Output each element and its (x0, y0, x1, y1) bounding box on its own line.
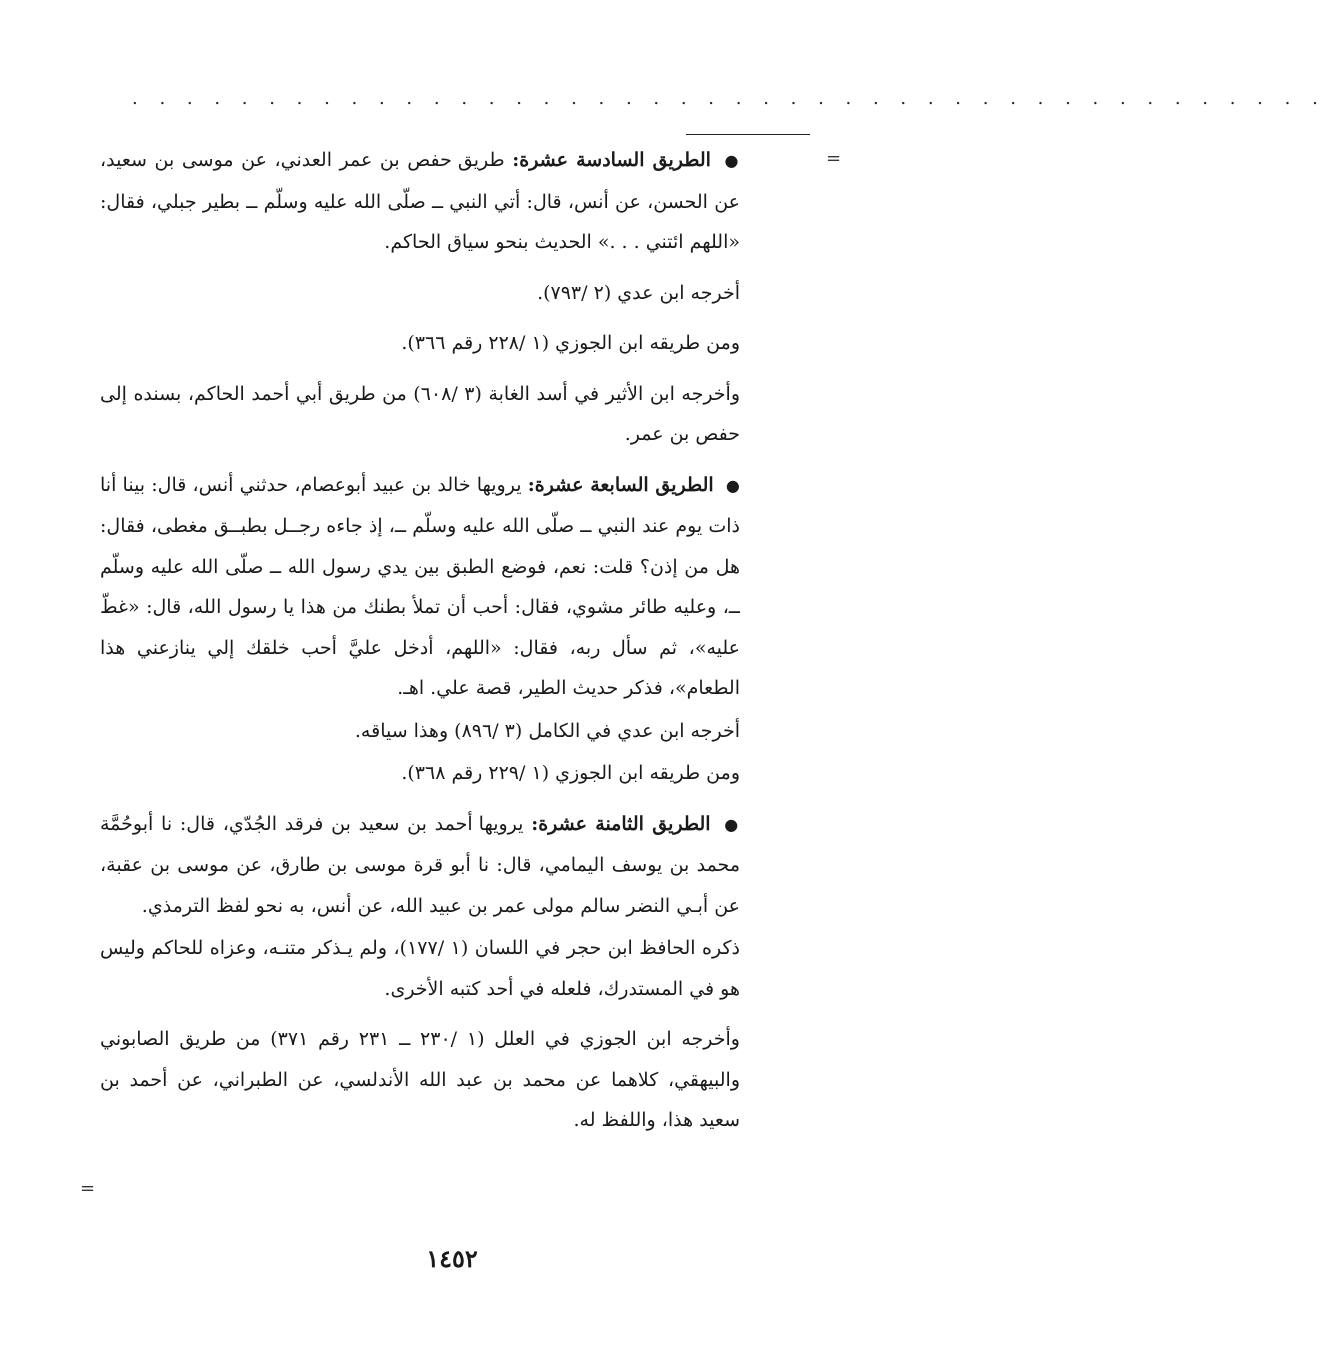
paragraph-citation: أخرجه ابن عدي في الكامل (٣ /٨٩٦) وهذا سياقه. (354, 719, 740, 742)
paragraph-citation: ومن طريقه ابن الجوزي (١ /٢٢٩ رقم ٣٦٨). (401, 762, 740, 784)
section-heading: الطريق الثامنة عشرة: (531, 812, 711, 835)
bullet-icon: ● (725, 475, 740, 495)
bullet-icon: ● (724, 151, 740, 170)
paragraph-path-16 (100, 140, 740, 263)
section-heading: الطريق السابعة عشرة: (527, 473, 714, 496)
paragraph-text: يرويها خالد بن عبيد أبوعصام، حدثني أنس، قال: بينا أنا ذات يوم عند النبي ــ صلّى الله عليه وسلّم ــ، إذ جاءه رجــل بطبــق مغطى، فقال: هل من إذن؟ قلت: نعم، فوضع الطبق بين يدي رسول الله ــ صلّى الله عليه وسلّم ــ، وعليه طائر مشوي، فقال: أحب أن تملأ بطنك من هذا يا رسول الله، قال: «غطّ عليه»، ثم سأل ربه، فقال: «اللهم، أدخل عليَّ أحب خلقك إلي ينازعني هذا الطعام»، فذكر حديث الطير، قصة علي. اهـ. (100, 473, 740, 699)
paragraph-citation: وأخرجه ابن الجوزي في العلل (١ /٢٣٠ ــ ٢٣١ رقم ٣٧١) من طريق الصابوني والبيهقي، كلاهما عن محمد بن عبد الله الأندلسي، عن الطبراني، عن أحمد بن سعيد هذا، واللفظ له. (100, 1028, 740, 1131)
page-number: ١٤٥٢ (426, 1244, 478, 1273)
paragraph-text: يرويها أحمد بن سعيد بن فرقد الجُدّي، قال: نا أبوحُمَّة محمد بن يوسف اليمامي، قال: نا أبو قرة موسى بن طارق، عن موسى بن عقبة، عن أبـي النضر سالم مولى عمر بن عبيد الله، عن أنس، به نحو لفظ الترمذي. (100, 812, 740, 917)
paragraph-path-17 (100, 465, 740, 709)
main-text (100, 140, 740, 1141)
paragraph-citation: وأخرجه ابن الأثير في أسد الغابة (٣ /٦٠٨) من طريق أبي أحمد الحاكم، بسنده إلى حفص بن عمر. (100, 382, 740, 445)
paragraph-citation: ذكره الحافظ ابن حجر في اللسان (١ /١٧٧)، ولم يـذكر متنـه، وعزاه للحاكم وليس هو في المستدرك، فلعله في أحد كتبه الأخرى. (100, 937, 740, 1000)
bullet-icon: ● (724, 814, 740, 834)
margin-mark-left: = (80, 1178, 96, 1199)
paragraph-citation: أخرجه ابن عدي (٢ /٧٩٣). (537, 281, 740, 304)
margin-mark-right: = (826, 148, 842, 169)
section-heading: الطريق السادسة عشرة: (512, 149, 711, 171)
paragraph-citation: ومن طريقه ابن الجوزي (١ /٢٢٨ رقم ٣٦٦). (401, 332, 740, 354)
header-dotted-line: . . . . . . . . . . . . . . . . . . . . . . . . . . . . . . . . . . . . . . . . . . . . (132, 88, 1326, 109)
paragraph-text: طريق حفص بن عمر العدني، عن موسى بن سعيد، عن الحسن، عن أنس، قال: أتي النبي ــ صلّى الله عليه وسلّم ــ بطير جبلي، فقال: «اللهم ائتني . . .» الحديث بنحو سياق الحاكم. (100, 149, 740, 253)
header-rule (686, 134, 810, 135)
paragraph-path-18 (100, 804, 740, 927)
